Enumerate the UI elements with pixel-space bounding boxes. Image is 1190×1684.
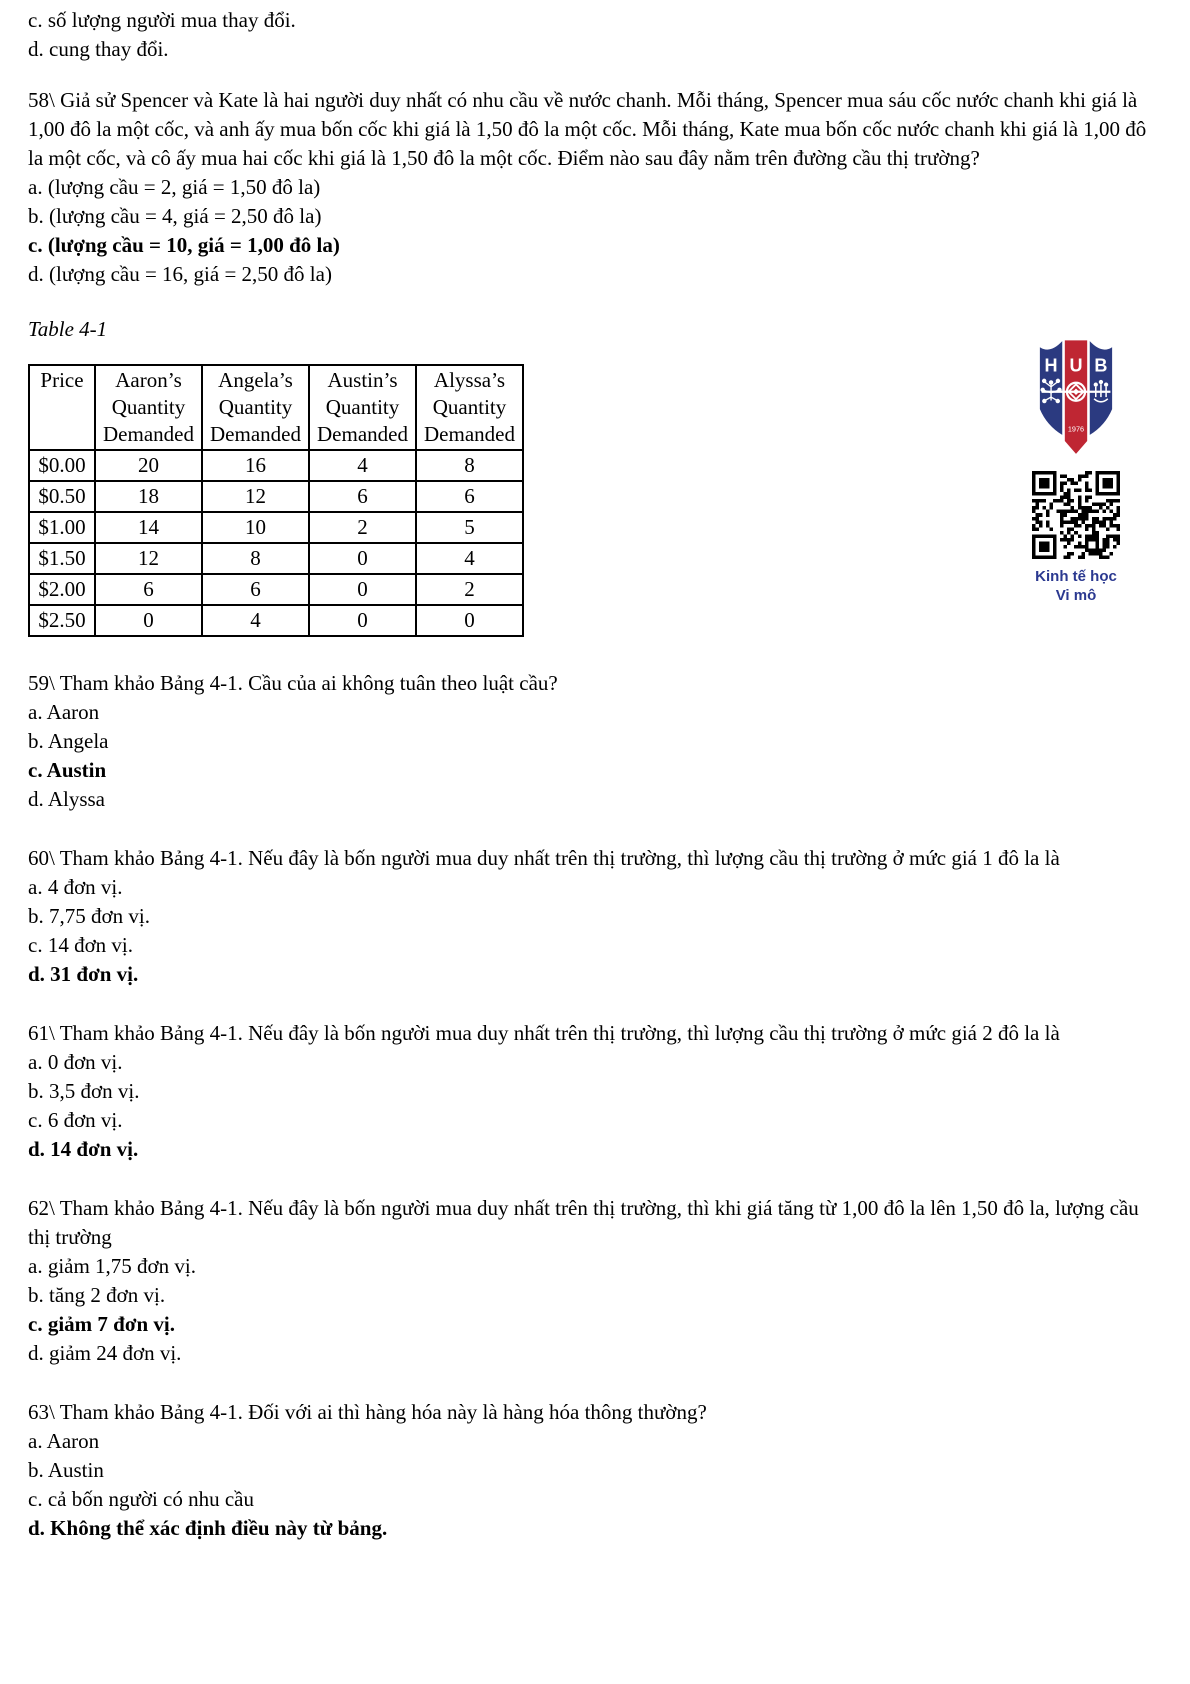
cell: 16 — [202, 450, 309, 481]
question-61-prompt: 61\ Tham khảo Bảng 4-1. Nếu đây là bốn người mua duy nhất trên thị trường, thì lượng cầu thị trường ở mức giá 2 đô la là — [28, 1021, 1060, 1045]
qr-caption-line2: Vi mô — [1055, 587, 1097, 604]
qr-caption-line1: Kinh tế học — [1035, 568, 1117, 585]
question-61 — [28, 1019, 1162, 1164]
question-62-option-b: b. tăng 2 đơn vị. — [28, 1283, 166, 1307]
table-row — [29, 543, 523, 574]
question-60-option-c: c. 14 đơn vị. — [28, 933, 134, 957]
question-59-prompt: 59\ Tham khảo Bảng 4-1. Cầu của ai không tuân theo luật cầu? — [28, 671, 558, 695]
cell: 2 — [416, 574, 523, 605]
table-row — [29, 574, 523, 605]
cell: 6 — [416, 481, 523, 512]
qr-caption — [1028, 567, 1124, 605]
question-61-option-c: c. 6 đơn vị. — [28, 1108, 123, 1132]
branding-sidebar — [1028, 330, 1124, 605]
cell: 12 — [95, 543, 202, 574]
table-row — [29, 450, 523, 481]
network-tree-icon — [1041, 379, 1061, 402]
question-58-option-b: b. (lượng cầu = 4, giá = 2,50 đô la) — [28, 204, 322, 228]
cell: 0 — [416, 605, 523, 636]
qr-code — [1032, 471, 1120, 559]
cell: 12 — [202, 481, 309, 512]
question-58-option-a: a. (lượng cầu = 2, giá = 1,50 đô la) — [28, 175, 321, 199]
cell: $2.00 — [29, 574, 95, 605]
question-60-option-b: b. 7,75 đơn vị. — [28, 904, 150, 928]
cell: 0 — [309, 543, 416, 574]
demand-table — [28, 364, 524, 637]
document-body — [28, 6, 1162, 1543]
question-58 — [28, 86, 1162, 289]
prev-option-c: c. số lượng người mua thay đổi. — [28, 8, 296, 32]
svg-text:U: U — [1069, 355, 1083, 376]
cell: $2.50 — [29, 605, 95, 636]
question-58-option-d: d. (lượng cầu = 16, giá = 2,50 đô la) — [28, 262, 332, 286]
question-59 — [28, 669, 1162, 814]
question-59-option-a: a. Aaron — [28, 700, 100, 724]
question-59-option-d: d. Alyssa — [28, 787, 106, 811]
svg-text:B: B — [1094, 355, 1108, 376]
table-row — [29, 605, 523, 636]
shield-logo-icon — [1033, 330, 1119, 459]
col-header-austin: Austin’s Quantity Demanded — [309, 365, 416, 450]
question-60-prompt: 60\ Tham khảo Bảng 4-1. Nếu đây là bốn người mua duy nhất trên thị trường, thì lượng cầu thị trường ở mức giá 1 đô la là — [28, 846, 1060, 870]
question-63 — [28, 1398, 1162, 1543]
cell: $1.00 — [29, 512, 95, 543]
table-header-row — [29, 365, 523, 450]
col-header-angela: Angela’s Quantity Demanded — [202, 365, 309, 450]
cell: 2 — [309, 512, 416, 543]
question-62-option-d: d. giảm 24 đơn vị. — [28, 1341, 182, 1365]
cell: 18 — [95, 481, 202, 512]
question-62 — [28, 1194, 1162, 1368]
col-header-alyssa: Alyssa’s Quantity Demanded — [416, 365, 523, 450]
table-caption: Table 4-1 — [28, 317, 108, 341]
cell: 4 — [416, 543, 523, 574]
cell: 6 — [202, 574, 309, 605]
cell: 5 — [416, 512, 523, 543]
cell: 20 — [95, 450, 202, 481]
question-63-prompt: 63\ Tham khảo Bảng 4-1. Đối với ai thì hàng hóa này là hàng hóa thông thường? — [28, 1400, 707, 1424]
cell: $0.50 — [29, 481, 95, 512]
question-62-prompt: 62\ Tham khảo Bảng 4-1. Nếu đây là bốn người mua duy nhất trên thị trường, thì khi giá tăng từ 1,00 đô la lên 1,50 đô la, lượng cầu thị trường — [28, 1196, 1139, 1249]
col-header-price: Price — [29, 365, 95, 450]
question-63-option-c: c. cả bốn người có nhu cầu — [28, 1487, 254, 1511]
question-61-option-a: a. 0 đơn vị. — [28, 1050, 123, 1074]
question-62-option-c: c. giảm 7 đơn vị. — [28, 1312, 175, 1336]
cell: $0.00 — [29, 450, 95, 481]
question-58-prompt: 58\ Giả sử Spencer và Kate là hai người duy nhất có nhu cầu về nước chanh. Mỗi tháng, Spencer mua sáu cốc nước chanh khi giá là 1,00 đô la một cốc, và anh ấy mua bốn cốc khi giá là 1,50 đô la một cốc. Mỗi tháng, Kate mua bốn cốc nước chanh khi giá là 1,00 đô la một cốc, và cô ấy mua hai cốc khi giá là 1,50 đô la một cốc. Điểm nào sau đây nằm trên đường cầu thị trường? — [28, 88, 1147, 170]
table-row — [29, 512, 523, 543]
cell: 0 — [95, 605, 202, 636]
cell: $1.50 — [29, 543, 95, 574]
cell: 8 — [202, 543, 309, 574]
question-58-option-c: c. (lượng cầu = 10, giá = 1,00 đô la) — [28, 233, 340, 257]
cell: 8 — [416, 450, 523, 481]
question-63-option-a: a. Aaron — [28, 1429, 100, 1453]
diamond-emblem-icon — [1067, 383, 1085, 401]
question-61-option-b: b. 3,5 đơn vị. — [28, 1079, 140, 1103]
cell: 4 — [202, 605, 309, 636]
prev-option-d: d. cung thay đổi. — [28, 37, 169, 61]
question-63-option-b: b. Austin — [28, 1458, 104, 1482]
question-59-option-b: b. Angela — [28, 729, 109, 753]
col-header-aaron: Aaron’s Quantity Demanded — [95, 365, 202, 450]
cell: 4 — [309, 450, 416, 481]
table-row — [29, 481, 523, 512]
cell: 6 — [309, 481, 416, 512]
cell: 0 — [309, 605, 416, 636]
cell: 6 — [95, 574, 202, 605]
question-63-option-d: d. Không thể xác định điều này từ bảng. — [28, 1516, 388, 1540]
svg-text:H: H — [1044, 355, 1058, 376]
question-61-option-d: d. 14 đơn vị. — [28, 1137, 139, 1161]
svg-text:1976: 1976 — [1067, 424, 1085, 434]
question-60 — [28, 844, 1162, 989]
cell: 10 — [202, 512, 309, 543]
hub-university-logo — [1033, 330, 1119, 467]
cell: 14 — [95, 512, 202, 543]
question-60-option-d: d. 31 đơn vị. — [28, 962, 139, 986]
question-60-option-a: a. 4 đơn vị. — [28, 875, 123, 899]
cell: 0 — [309, 574, 416, 605]
question-59-option-c: c. Austin — [28, 758, 107, 782]
question-62-option-a: a. giảm 1,75 đơn vị. — [28, 1254, 196, 1278]
